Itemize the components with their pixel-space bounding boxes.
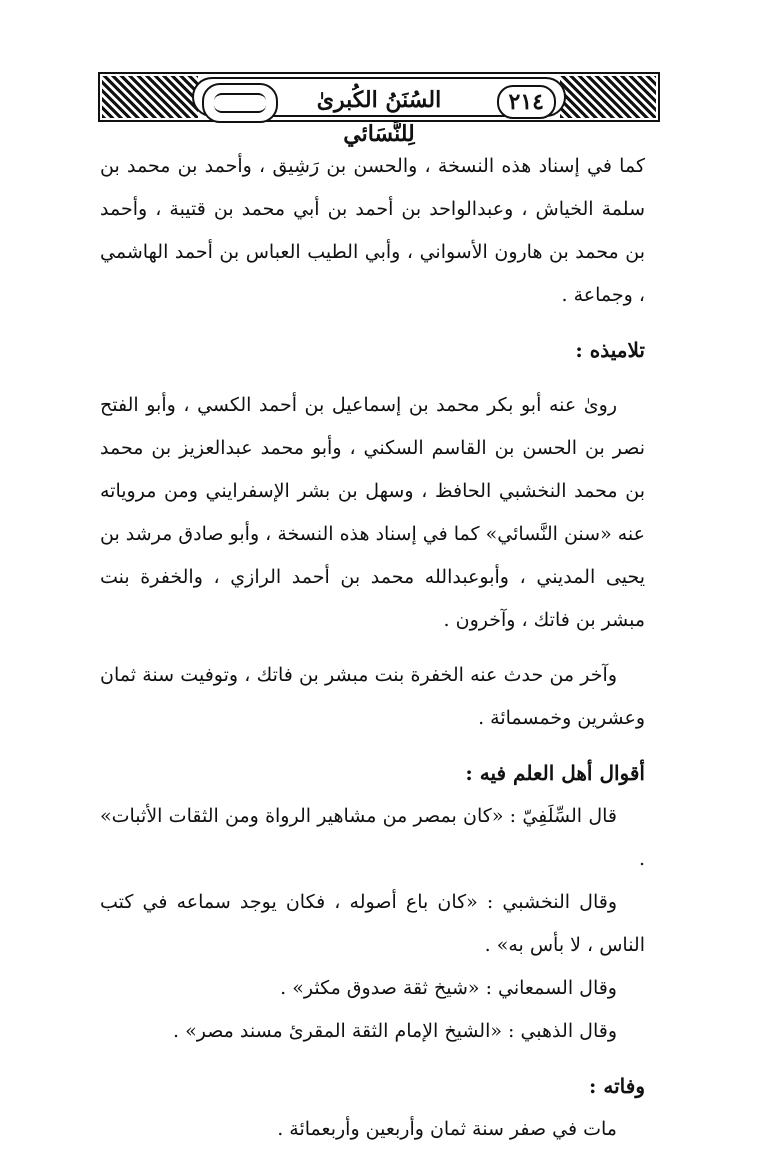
page-number: ٢١٤ bbox=[497, 85, 556, 119]
paragraph-teachers-continued: كما في إسناد هذه النسخة ، والحسن بن رَشِيق ، وأحمد بن محمد بن سلمة الخياش ، وعبدالواحد بن أحمد بن أبي محمد بن قتيبة ، وأحمد بن محمد بن هارون الأسواني ، وأبي الطيب العباس بن أحمد الهاشمي ، وجماعة . bbox=[100, 155, 645, 306]
heading-scholars-sayings: أقوال أهل العلم فيه : bbox=[465, 761, 645, 785]
heading-death: وفاته : bbox=[589, 1074, 645, 1098]
paragraph-last-narrator: وآخر من حدث عنه الخفرة بنت مبشر بن فاتك ، وتوفيت سنة ثمان وعشرين وخمسمائة . bbox=[100, 664, 645, 729]
quote-dhahabi: وقال الذهبي : «الشيخ الإمام الثقة المقرئ مسند مصر» . bbox=[173, 1020, 617, 1042]
running-title: السُنَنُ الكُبرىٰ لِلنَّسَائي bbox=[316, 87, 442, 147]
heading-students: تلاميذه : bbox=[575, 338, 645, 362]
quote-silafi: قال السِّلَفِيّ : «كان بمصر من مشاهير الرواة ومن الثقات الأثبات» . bbox=[100, 805, 645, 870]
page-body bbox=[100, 145, 645, 1151]
paragraph-students: روىٰ عنه أبو بكر محمد بن إسماعيل بن أحمد الكسي ، وأبو الفتح نصر بن الحسن بن القاسم السكني ، وأبو محمد عبدالعزيز بن محمد بن محمد النخشبي الحافظ ، وسهل بن بشر الإسفرايني ومن مروياته عنه «سنن النَّسائي» كما في إسناد هذه النسخة ، وأبو صادق مرشد بن يحيى المديني ، وأبوعبدالله محمد بن أحمد الرازي ، والخفرة بنت مبشر بن فاتك ، وآخرون . bbox=[100, 394, 645, 631]
quote-samani: وقال السمعاني : «شيخ ثقة صدوق مكثر» . bbox=[280, 977, 617, 999]
page-header bbox=[98, 72, 660, 147]
paragraph-death: مات في صفر سنة ثمان وأربعين وأربعمائة . bbox=[277, 1118, 617, 1140]
header-frame bbox=[192, 77, 566, 147]
header-ornament-left bbox=[102, 76, 198, 118]
header-ornament-right bbox=[560, 76, 656, 118]
quote-nakhshabi: وقال النخشبي : «كان باع أصوله ، فكان يوجد سماعه في كتب الناس ، لا بأس به» . bbox=[100, 891, 645, 956]
publisher-emblem-icon bbox=[202, 83, 278, 123]
